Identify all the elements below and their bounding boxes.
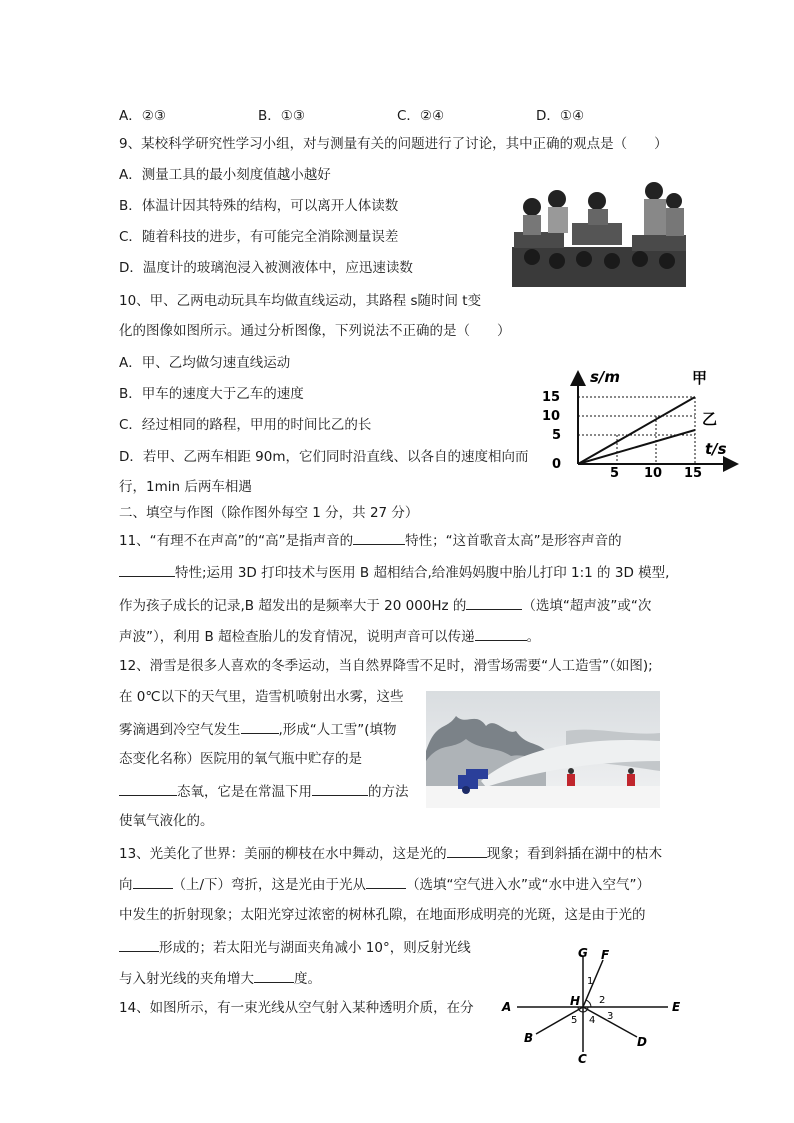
q11-blank-4[interactable] xyxy=(475,626,527,641)
angle-label-5: 5 xyxy=(571,1015,578,1026)
q11-line1 xyxy=(119,530,622,550)
q10-option-c: C．经过相同的路程，甲用的时间比乙的长 xyxy=(119,417,372,433)
angle-label-2: 2 xyxy=(599,995,606,1006)
q9-stem: 9、某校科学研究性学习小组，对与测量有关的问题进行了讨论，其中正确的观点是（ ） xyxy=(119,136,668,152)
x-axis-label: t/s xyxy=(705,440,727,458)
q13-line1 xyxy=(119,843,662,863)
label-a: A xyxy=(502,1000,512,1014)
discussion-illustration xyxy=(512,177,686,287)
q12-line2: 在 0℃以下的天气里，造雪机喷射出水雾，这些 xyxy=(119,689,404,705)
q11-line1-part1: 11、“有理不在声高”的“高”是指声音的 xyxy=(119,533,354,549)
q12-line1: 12、滑雪是很多人喜欢的冬季运动，当自然界降雪不足时，滑雪场需要“人工造雪”（如图); xyxy=(119,658,653,674)
q10-option-b: B．甲车的速度大于乙车的速度 xyxy=(119,386,304,402)
q9-option-c: C．随着科技的进步，有可能完全消除测量误差 xyxy=(119,229,399,245)
angle-label-3: 3 xyxy=(607,1011,614,1022)
q12-line6: 使氧气液化的。 xyxy=(119,813,214,829)
q13-line2 xyxy=(119,874,650,894)
q11-line2-text: 特性;运用 3D 打印技术与医用 B 超相结合,给准妈妈腹中胎儿打印 1:1 的 3D 模型, xyxy=(175,565,670,581)
angle-label-1: 1 xyxy=(587,976,594,987)
q13-line2-part2: （上/下）弯折，这是光由于光从 xyxy=(172,877,367,893)
q13-line5 xyxy=(119,968,321,988)
q13-line2-part1: 向 xyxy=(119,877,133,893)
light-refraction-diagram xyxy=(500,944,690,1066)
x-tick-5: 5 xyxy=(610,466,620,480)
line-jia-label: 甲 xyxy=(692,369,708,387)
label-g: G xyxy=(578,946,588,960)
x-tick-15: 15 xyxy=(684,466,703,480)
label-e: E xyxy=(672,1000,681,1014)
q10-stem-line2: 化的图像如图所示。通过分析图像，下列说法不正确的是（ ） xyxy=(119,323,511,339)
label-f: F xyxy=(601,948,610,962)
q8-option-b: B．①③ xyxy=(258,108,305,124)
x-tick-10: 10 xyxy=(644,466,663,480)
q13-line5-part1: 与入射光线的夹角增大 xyxy=(119,971,254,987)
q8-option-d: D．①④ xyxy=(536,108,585,124)
q11-blank-3[interactable] xyxy=(466,595,522,610)
q13-line2-part3: （选填“空气进入水”或“水中进入空气”） xyxy=(406,877,651,893)
origin-label: 0 xyxy=(552,457,562,472)
q11-line4-part1: 声波”），利用 B 超检查胎儿的发育情况，说明声音可以传递 xyxy=(119,629,475,645)
q14-line1: 14、如图所示，有一束光线从空气射入某种透明介质，在分 xyxy=(119,1000,474,1016)
q11-line1-part2: 特性；“这首歌音太高”是形容声音的 xyxy=(405,533,622,549)
q12-line5-part2: 的方法 xyxy=(368,784,409,800)
label-h: H xyxy=(570,994,581,1008)
q12-blank-2[interactable] xyxy=(119,781,177,796)
q11-line4-part2: 。 xyxy=(526,629,541,645)
q13-line4-text: 形成的；若太阳光与湖面夹角减小 10°，则反射光线 xyxy=(159,940,471,956)
q12-line3-part2: ,形成“人工雪”(填物 xyxy=(278,722,397,738)
q11-blank-1[interactable] xyxy=(353,530,405,545)
q13-blank-4[interactable] xyxy=(119,937,159,952)
q11-line2 xyxy=(119,562,669,582)
q10-option-d-line1: D．若甲、乙两车相距 90m，它们同时沿直线、以各自的速度相向而 xyxy=(119,449,529,465)
angle-label-4: 4 xyxy=(589,1015,596,1026)
q11-line3 xyxy=(119,595,651,615)
y-axis-label: s/m xyxy=(590,368,621,386)
q9-option-d: D．温度计的玻璃泡浸入被测液体中，应迅速读数 xyxy=(119,260,413,276)
q8-option-a: A．②③ xyxy=(119,108,166,124)
q13-blank-1[interactable] xyxy=(447,843,487,858)
q9-option-a: A．测量工具的最小刻度值越小越好 xyxy=(119,167,331,183)
q11-line3-part1: 作为孩子成长的记录,B 超发出的是频率大于 20 000Hz 的 xyxy=(119,598,467,614)
q13-line1-part1: 13、光美化了世界：美丽的柳枝在水中舞动，这是光的 xyxy=(119,846,447,862)
q11-line3-part2: （选填“超声波”或“次 xyxy=(522,598,652,614)
q13-line5-part2: 度。 xyxy=(294,971,321,987)
label-c: C xyxy=(578,1052,587,1066)
q12-line3 xyxy=(119,719,397,739)
q12-line5-part1: 态氧，它是在常温下用 xyxy=(177,784,312,800)
q13-blank-3[interactable] xyxy=(366,874,406,889)
st-graph xyxy=(530,362,750,480)
y-tick-5: 5 xyxy=(552,428,562,443)
q11-blank-2[interactable] xyxy=(119,562,175,577)
q11-line4 xyxy=(119,626,540,646)
line-jia xyxy=(578,397,695,464)
q10-stem-line1: 10、甲、乙两电动玩具车均做直线运动，其路程 s随时间 t变 xyxy=(119,293,482,309)
q12-line4: 态变化名称）医院用的氧气瓶中贮存的是 xyxy=(119,751,362,767)
section-2-heading: 二、填空与作图（除作图外每空 1 分，共 27 分） xyxy=(119,505,419,521)
q9-option-b: B．体温计因其特殊的结构，可以离开人体读数 xyxy=(119,198,399,214)
q12-line5 xyxy=(119,781,409,801)
line-yi-label: 乙 xyxy=(702,410,718,428)
y-tick-10: 10 xyxy=(542,409,561,424)
q10-option-a: A．甲、乙均做匀速直线运动 xyxy=(119,355,291,371)
q10-option-d-line2: 行，1min 后两车相遇 xyxy=(119,479,252,495)
label-d: D xyxy=(637,1035,647,1049)
q13-line1-part2: 现象；看到斜插在湖中的枯木 xyxy=(486,846,663,862)
y-tick-15: 15 xyxy=(542,390,561,405)
q12-blank-1[interactable] xyxy=(241,719,279,734)
q12-blank-3[interactable] xyxy=(312,781,368,796)
q13-line4 xyxy=(119,937,471,957)
q13-line3: 中发生的折射现象；太阳光穿过浓密的树林孔隙，在地面形成明亮的光斑，这是由于光的 xyxy=(119,907,646,923)
label-b: B xyxy=(524,1031,534,1045)
snow-making-photo xyxy=(426,691,660,808)
q13-blank-5[interactable] xyxy=(254,968,294,983)
q13-blank-2[interactable] xyxy=(133,874,173,889)
q8-option-c: C．②④ xyxy=(397,108,445,124)
q12-line3-part1: 雾滴遇到冷空气发生 xyxy=(119,722,241,738)
